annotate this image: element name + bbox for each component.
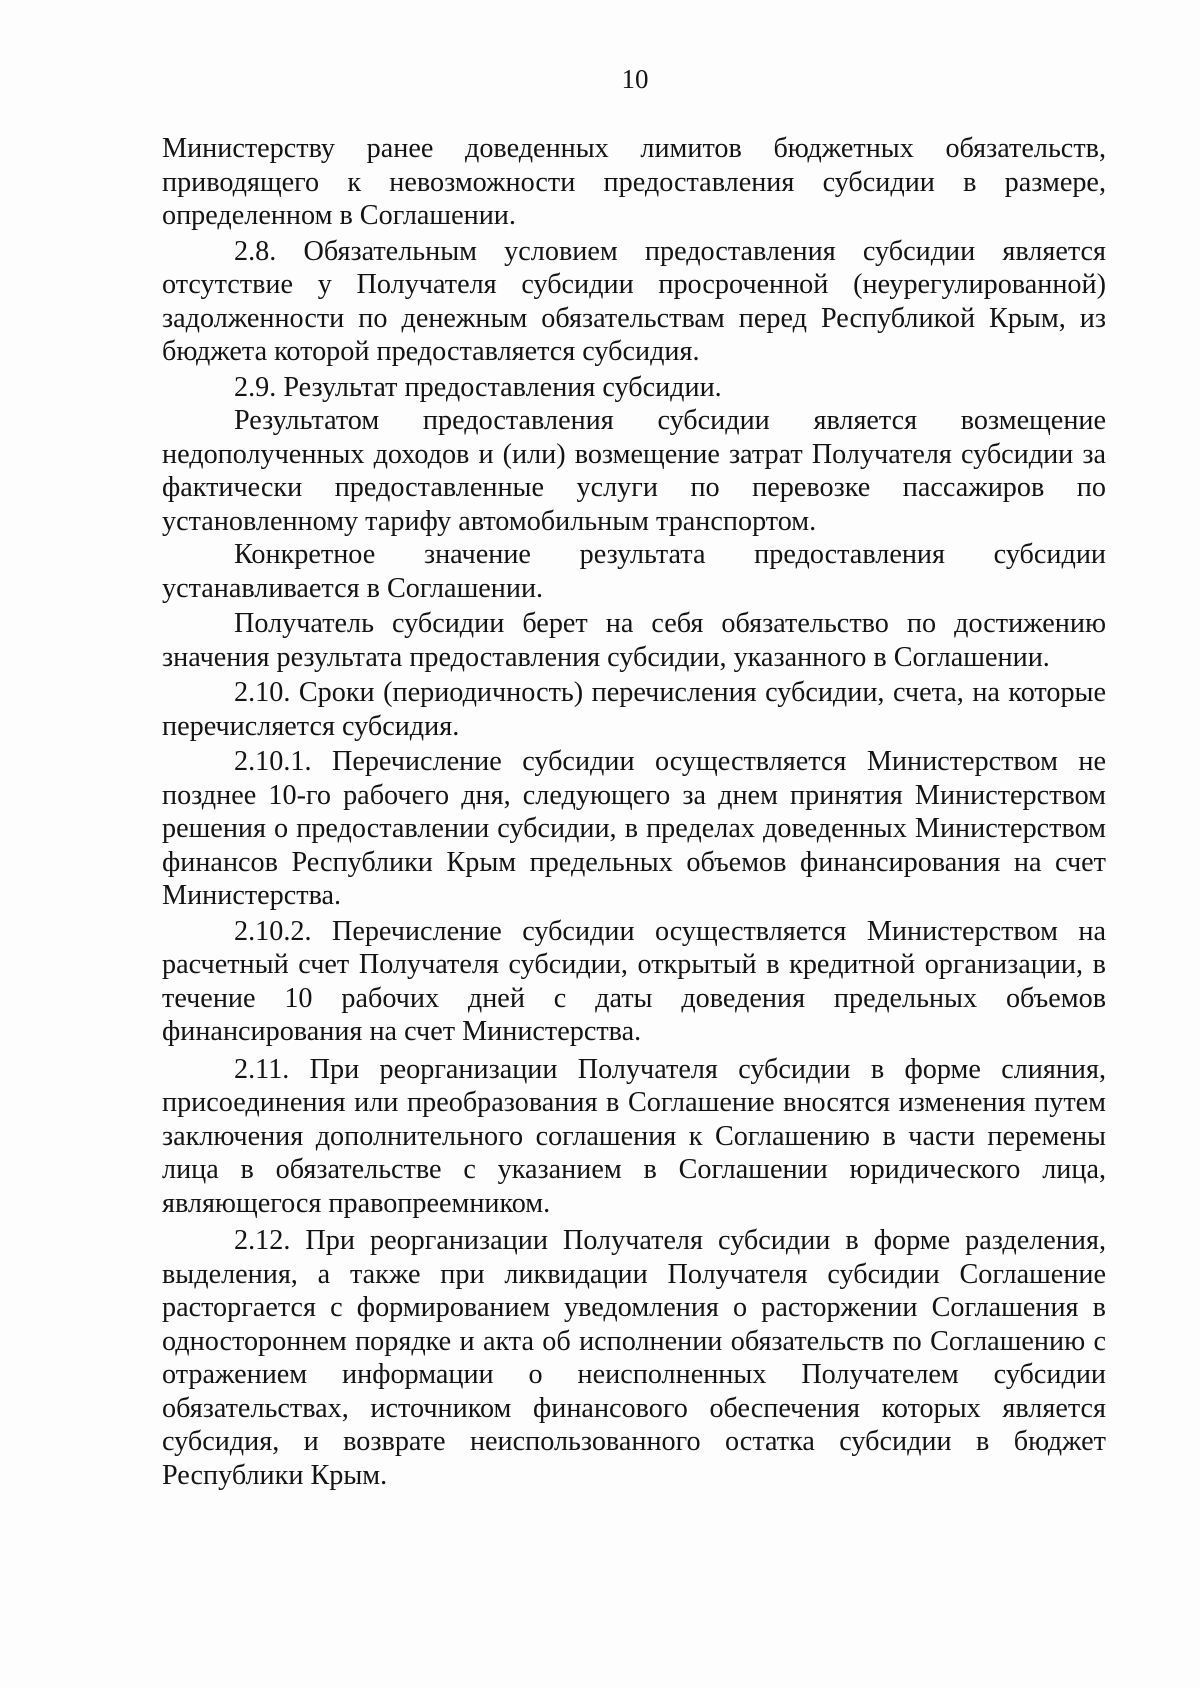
- paragraph-2-10-2: 2.10.2. Перечисление субсидии осуществляется Министерством на расчетный счет Получателя субсидии, открытый в кредитной организации, в течение 10 рабочих дней с даты доведения предельных объемов финансирования на счет Министерства.: [162, 915, 1106, 1047]
- paragraph-2-9-result: Результатом предоставления субсидии является возмещение недополученных доходов и (или) возмещение затрат Получателя субсидии за фактически предоставленные услуги по перевозке пассажиров по установленному тарифу автомобильным транспортом.: [162, 405, 1106, 537]
- paragraph-2-11: 2.11. При реорганизации Получателя субсидии в форме слияния, присоединения или преобразования в Соглашение вносятся изменения путем заключения дополнительного соглашения к Соглашению в части перемены лица в обязательстве с указанием в Соглашении юридического лица, являющегося правопреемником.: [162, 1053, 1106, 1219]
- paragraph-2-10-1: 2.10.1. Перечисление субсидии осуществляется Министерством не позднее 10-го рабочего дня, следующего за днем принятия Министерством решения о предоставлении субсидии, в пределах доведенных Министерством финансов Республики Крым предельных объемов финансирования на счет Министерства.: [162, 746, 1106, 911]
- page-number: 10: [621, 64, 649, 94]
- paragraph-2-8: 2.8. Обязательным условием предоставления субсидии является отсутствие у Получателя субсидии просроченной (неурегулированной) задолженности по денежным обязательствам перед Республикой Крым, из бюджета которой предоставляется субсидия.: [162, 235, 1106, 367]
- paragraph-2-9-obligation: Получатель субсидии берет на себя обязательство по достижению значения результата предоставления субсидии, указанного в Соглашении.: [162, 608, 1106, 673]
- paragraph-2-10: 2.10. Сроки (периодичность) перечисления субсидии, счета, на которые перечисляется субсидия.: [162, 677, 1106, 742]
- paragraph-2-9: 2.9. Результат предоставления субсидии.: [234, 371, 722, 403]
- document-body: [162, 132, 1106, 1492]
- paragraph-continuation: Министерству ранее доведенных лимитов бюджетных обязательств, приводящего к невозможности предоставления субсидии в размере, определенном в Соглашении.: [162, 133, 1106, 231]
- paragraph-2-12: 2.12. При реорганизации Получателя субсидии в форме разделения, выделения, а также при ликвидации Получателя субсидии Соглашение расторгается с формированием уведомления о расторжении Соглашения в одностороннем порядке и акта об исполнении обязательств по Соглашению с отражением информации о неисполненных Получателем субсидии обязательствах, источником финансового обеспечения которых является субсидия, и возврате неиспользованного остатка субсидии в бюджет Республики Крым.: [162, 1225, 1106, 1491]
- paragraph-2-9-value: Конкретное значение результата предоставления субсидии устанавливается в Соглашении.: [162, 539, 1106, 604]
